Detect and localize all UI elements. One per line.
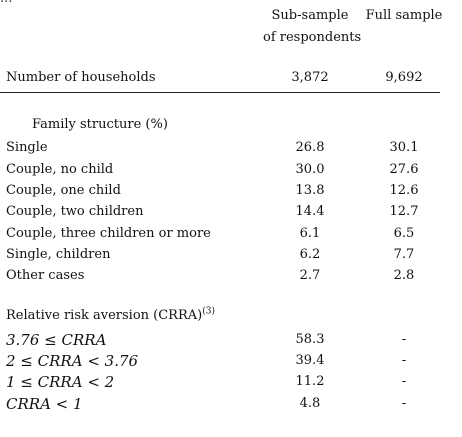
households-sub: 3,872 [291,70,329,85]
family-row-label: Single, children [6,247,111,262]
family-row-sub: 2.7 [299,268,321,283]
family-row-sub: 6.2 [299,247,321,262]
family-row-label: Couple, three children or more [6,226,211,241]
family-row-label: Couple, two children [6,204,144,219]
family-row-full: 30.1 [389,140,419,155]
family-row-sub: 14.4 [295,204,325,219]
crra-row-sub: 39.4 [295,353,325,368]
households-full: 9,692 [385,70,423,85]
header-subsample-line2: of respondents [263,30,362,45]
crra-row-full: - [401,374,407,389]
crra-row-full: - [401,332,407,347]
family-section-title: Family structure (%) [32,117,168,132]
crra-row-sub: 11.2 [295,374,325,389]
family-row-sub: 13.8 [295,183,325,198]
family-row-sub: 6.1 [299,226,321,241]
header-subsample-line1: Sub-sample [271,8,349,23]
header-fullsample: Full sample [365,8,443,23]
crra-row-sub: 58.3 [295,332,325,347]
crra-row-sub: 4.8 [299,396,321,411]
family-row-full: 2.8 [393,268,415,283]
crra-row-label: 3.76 ≤ CRRA [6,331,107,349]
family-row-full: 27.6 [389,162,419,177]
crra-row-full: - [401,396,407,411]
crra-title-text: Relative risk aversion (CRRA) [6,308,203,323]
family-row-label: Couple, one child [6,183,121,198]
crra-row-label: 2 ≤ CRRA < 3.76 [6,352,139,370]
family-row-sub: 30.0 [295,162,325,177]
crra-row-full: - [401,353,407,368]
family-row-full: 6.5 [393,226,415,241]
crra-title-note: (3) [202,306,215,317]
crra-section-title [6,308,215,324]
family-row-full: 12.7 [389,204,419,219]
clipped-text-top [0,0,12,7]
family-row-label: Other cases [6,268,85,283]
family-row-full: 12.6 [389,183,419,198]
family-row-full: 7.7 [393,247,415,262]
crra-row-label: 1 ≤ CRRA < 2 [6,373,115,391]
family-row-sub: 26.8 [295,140,325,155]
table-divider [0,92,440,93]
family-row-label: Single [6,140,48,155]
crra-row-label: CRRA < 1 [6,395,83,413]
households-label: Number of households [6,70,156,85]
family-row-label: Couple, no child [6,162,114,177]
